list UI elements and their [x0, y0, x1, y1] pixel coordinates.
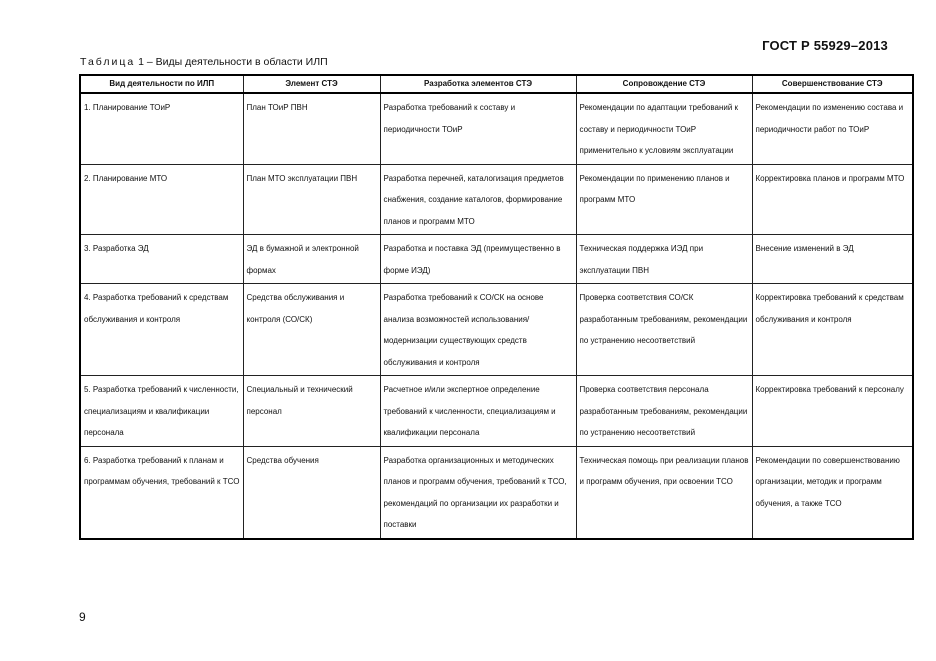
- table-cell: Техническая поддержка ИЭД при эксплуатации ПВН: [576, 235, 752, 284]
- table-row: [80, 284, 913, 376]
- table-cell: Корректировка требований к средствам обслуживания и контроля: [752, 284, 913, 376]
- table-cell: Корректировка планов и программ МТО: [752, 164, 913, 235]
- table-cell: Разработка требований к составу и периодичности ТОиР: [380, 93, 576, 164]
- table-row: [80, 446, 913, 539]
- table-cell: Разработка организационных и методических планов и программ обучения, требований к ТСО, рекомендаций по организации их разработки и поставки: [380, 446, 576, 539]
- column-header: Вид деятельности по ИЛП: [80, 75, 243, 93]
- table-caption: [80, 56, 328, 68]
- column-header: Элемент СТЭ: [243, 75, 380, 93]
- table-cell: Разработка перечней, каталогизация предметов снабжения, создание каталогов, формирование планов и программ МТО: [380, 164, 576, 235]
- column-header: Сопровождение СТЭ: [576, 75, 752, 93]
- table-cell: Техническая помощь при реализации планов и программ обучения, при освоении ТСО: [576, 446, 752, 539]
- table-cell: Средства обучения: [243, 446, 380, 539]
- table-cell: 2. Планирование МТО: [80, 164, 243, 235]
- page-number: 9: [79, 610, 86, 624]
- table-cell: Корректировка требований к персоналу: [752, 376, 913, 447]
- column-header: Разработка элементов СТЭ: [380, 75, 576, 93]
- table-cell: ЭД в бумажной и электронной формах: [243, 235, 380, 284]
- table-cell: Проверка соответствия СО/СК разработанным требованиям, рекомендации по устранению несоответствий: [576, 284, 752, 376]
- caption-label: Таблица: [80, 56, 136, 68]
- table-cell: Разработка и поставка ЭД (преимущественно в форме ИЭД): [380, 235, 576, 284]
- column-header: Совершенствование СТЭ: [752, 75, 913, 93]
- table-row: [80, 93, 913, 164]
- table-cell: 3. Разработка ЭД: [80, 235, 243, 284]
- table-cell: План МТО эксплуатации ПВН: [243, 164, 380, 235]
- activities-table: [79, 74, 914, 540]
- caption-number: 1: [138, 56, 144, 68]
- table-cell: Специальный и технический персонал: [243, 376, 380, 447]
- table-cell: Внесение изменений в ЭД: [752, 235, 913, 284]
- table-cell: 6. Разработка требований к планам и программам обучения, требований к ТСО: [80, 446, 243, 539]
- caption-title: – Виды деятельности в области ИЛП: [143, 56, 328, 68]
- table-row: [80, 235, 913, 284]
- table-cell: Рекомендации по изменению состава и периодичности работ по ТОиР: [752, 93, 913, 164]
- table-cell: 1. Планирование ТОиР: [80, 93, 243, 164]
- table-cell: 4. Разработка требований к средствам обслуживания и контроля: [80, 284, 243, 376]
- table-header-row: [80, 75, 913, 93]
- table-cell: План ТОиР ПВН: [243, 93, 380, 164]
- table-cell: Средства обслуживания и контроля (СО/СК): [243, 284, 380, 376]
- table-row: [80, 164, 913, 235]
- table-cell: Рекомендации по адаптации требований к составу и периодичности ТОиР применительно к условиям эксплуатации: [576, 93, 752, 164]
- table-row: [80, 376, 913, 447]
- table-cell: Рекомендации по совершенствованию организации, методик и программ обучения, а также ТСО: [752, 446, 913, 539]
- table-cell: Разработка требований к СО/СК на основе анализа возможностей использования/ модернизации существующих средств обслуживания и контроля: [380, 284, 576, 376]
- standard-number: ГОСТ Р 55929–2013: [762, 38, 888, 53]
- table-cell: 5. Разработка требований к численности, специализациям и квалификации персонала: [80, 376, 243, 447]
- table-cell: Расчетное и/или экспертное определение требований к численности, специализациям и квалификации персонала: [380, 376, 576, 447]
- table-cell: Рекомендации по применению планов и программ МТО: [576, 164, 752, 235]
- table-cell: Проверка соответствия персонала разработанным требованиям, рекомендации по устранению несоответствий: [576, 376, 752, 447]
